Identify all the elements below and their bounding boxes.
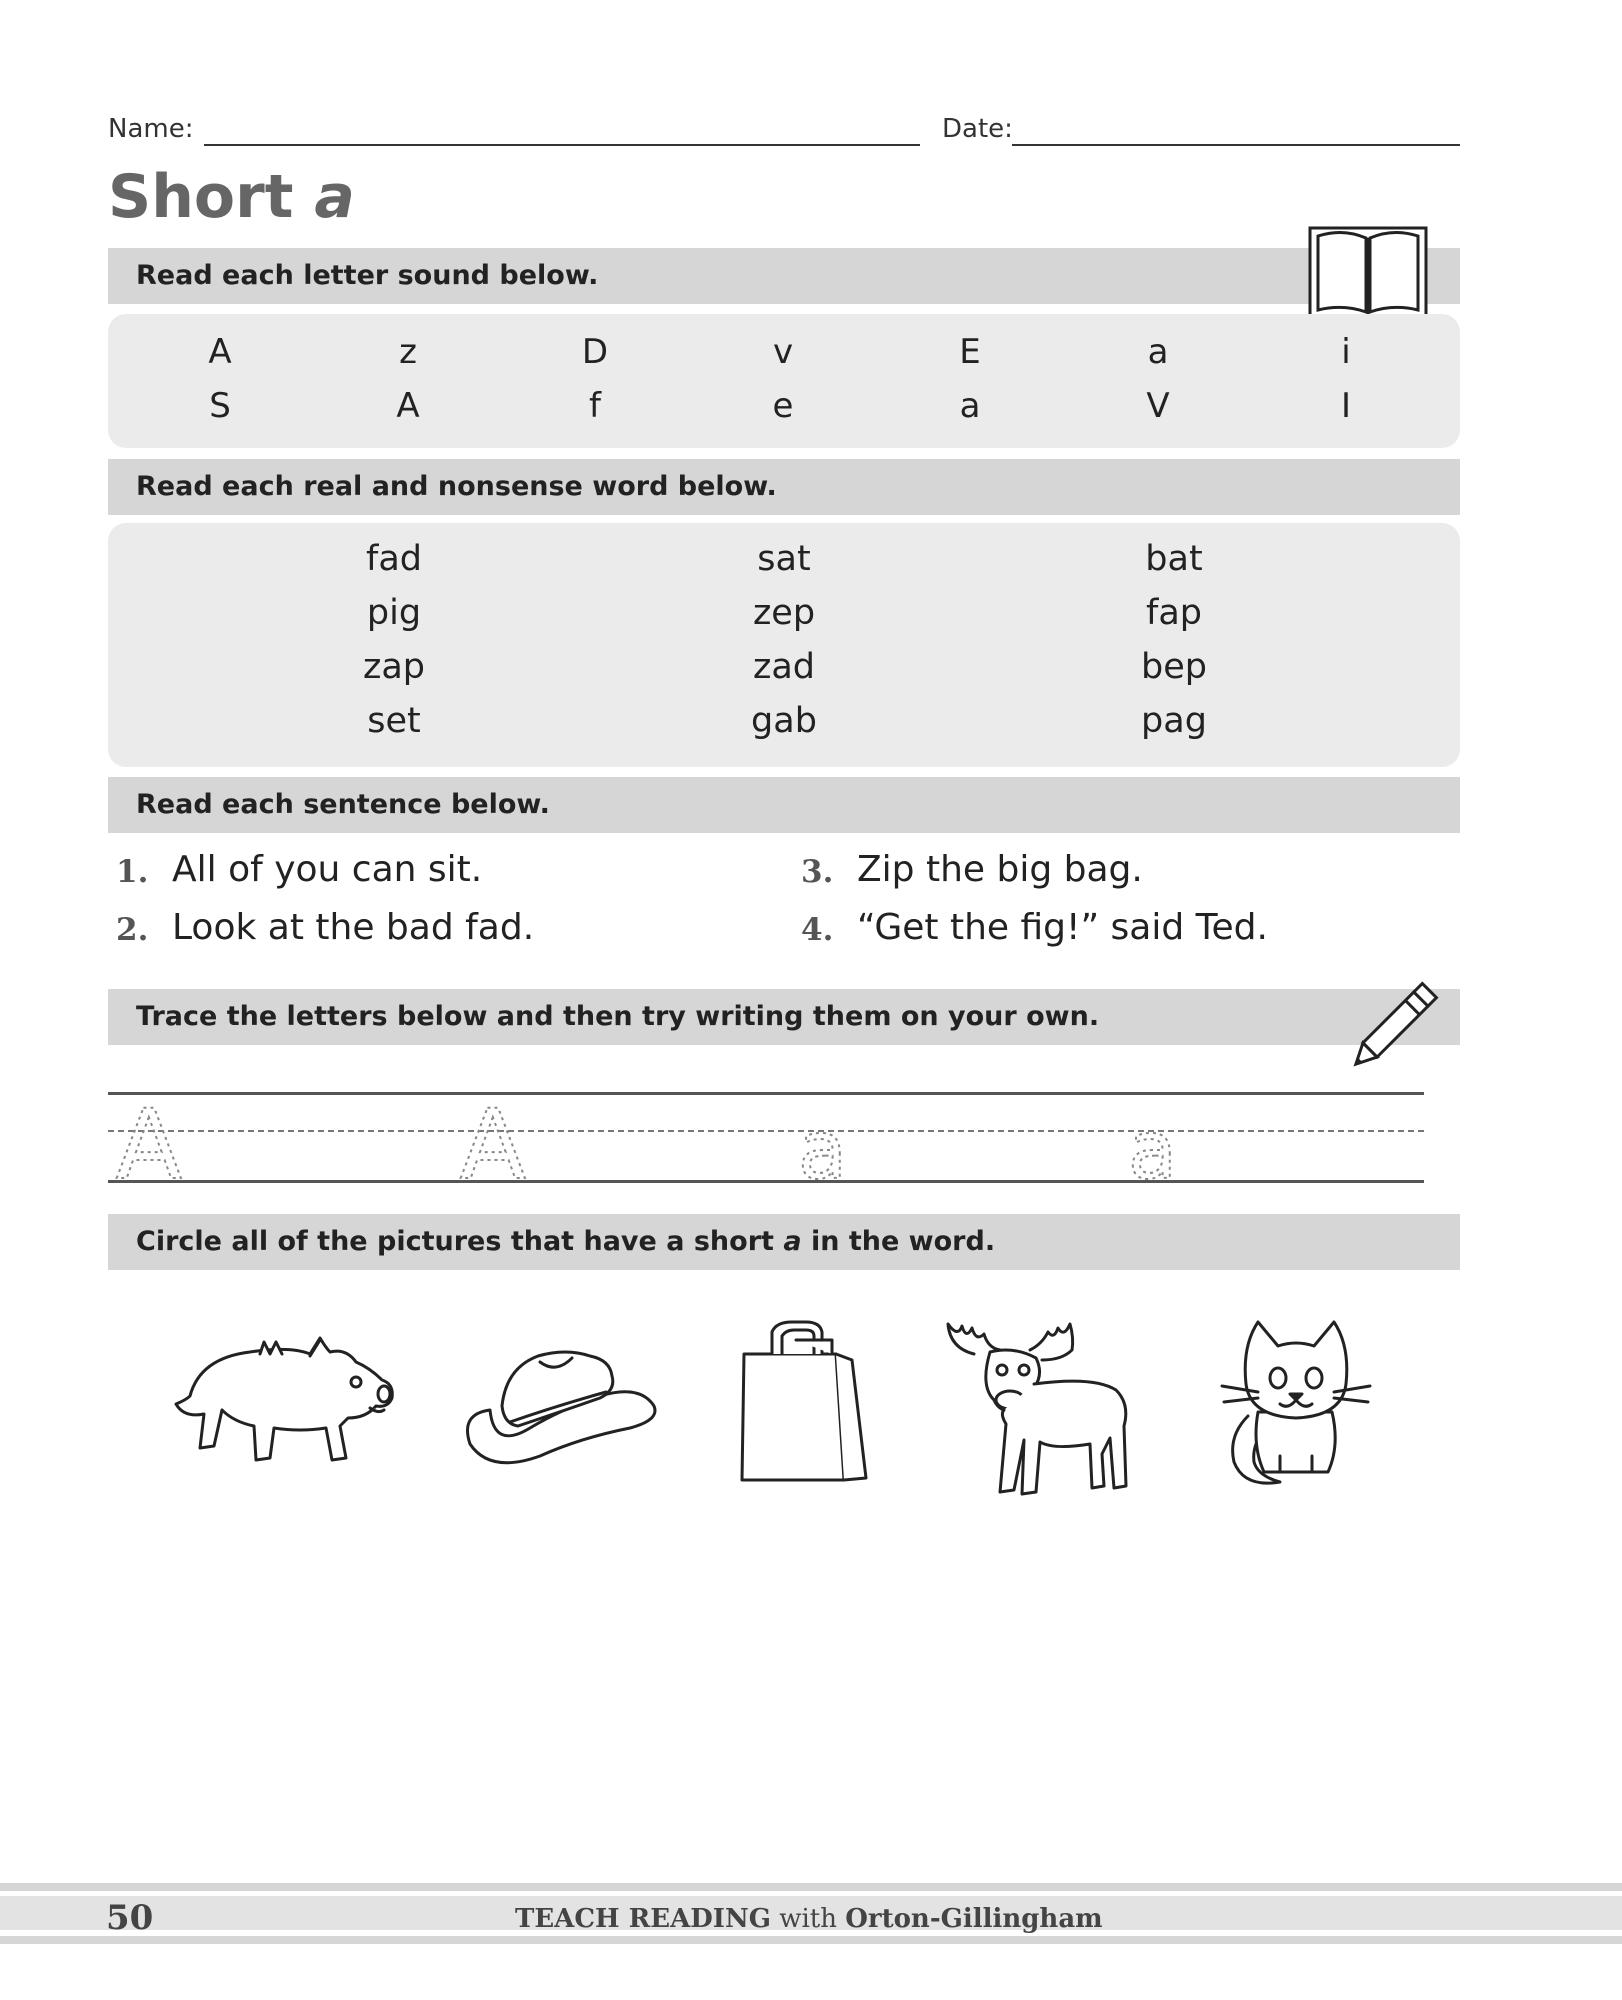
name-field-line[interactable] bbox=[204, 144, 920, 146]
sentence-number: 1. bbox=[116, 854, 149, 890]
word: pag bbox=[1141, 701, 1207, 741]
letter: D bbox=[581, 332, 609, 372]
boar-icon[interactable] bbox=[170, 1318, 402, 1470]
trace-heading-bar bbox=[108, 989, 1460, 1045]
word: zap bbox=[362, 647, 426, 687]
word: gab bbox=[751, 701, 817, 741]
page-title bbox=[108, 162, 355, 232]
letter: f bbox=[589, 386, 601, 426]
letter: V bbox=[1146, 386, 1170, 426]
trace-letter: a bbox=[1128, 1104, 1178, 1186]
open-book-icon bbox=[1308, 224, 1428, 324]
word: zep bbox=[752, 593, 816, 633]
pictures-heading-bar bbox=[108, 1214, 1460, 1270]
word: pig bbox=[366, 593, 422, 633]
word: bat bbox=[1145, 539, 1203, 579]
letter: E bbox=[959, 332, 981, 372]
page-number: 50 bbox=[106, 1898, 154, 1938]
letters-heading: Read each letter sound below. bbox=[136, 260, 599, 291]
sentence-text: “Get the fig!” said Ted. bbox=[857, 907, 1268, 948]
date-field-line[interactable] bbox=[1012, 144, 1460, 146]
trace-heading: Trace the letters below and then try writing them on your own. bbox=[136, 1001, 1100, 1032]
trace-letter: A bbox=[116, 1090, 182, 1186]
words-heading: Read each real and nonsense word below. bbox=[136, 471, 777, 502]
letter: a bbox=[1147, 332, 1169, 372]
footer-rule-top bbox=[0, 1883, 1622, 1891]
words-panel bbox=[108, 523, 1460, 767]
letters-heading-bar bbox=[108, 248, 1460, 304]
cowboy-hat-icon[interactable] bbox=[460, 1340, 660, 1470]
sentence-number: 4. bbox=[801, 912, 834, 948]
date-label: Date: bbox=[942, 114, 1013, 144]
title-text: Short bbox=[108, 162, 315, 232]
word: zad bbox=[752, 647, 816, 687]
cat-icon[interactable] bbox=[1218, 1316, 1374, 1492]
sentence-text: All of you can sit. bbox=[172, 849, 483, 890]
letter: i bbox=[1341, 332, 1351, 372]
footer-rule-bottom bbox=[0, 1936, 1622, 1944]
pencil-icon bbox=[1344, 966, 1454, 1076]
word: sat bbox=[757, 539, 811, 579]
paper-bag-icon[interactable] bbox=[736, 1318, 872, 1486]
word: fad bbox=[366, 539, 422, 579]
sentences-heading: Read each sentence below. bbox=[136, 789, 550, 820]
word: fap bbox=[1146, 593, 1202, 633]
sentence-number: 3. bbox=[801, 854, 834, 890]
sentence-text: Zip the big bag. bbox=[857, 849, 1143, 890]
letter: z bbox=[399, 332, 417, 372]
moose-icon[interactable] bbox=[944, 1314, 1134, 1500]
letter: A bbox=[208, 332, 232, 372]
name-label: Name: bbox=[108, 114, 194, 144]
letter: I bbox=[1340, 386, 1352, 426]
trace-letter: a bbox=[798, 1104, 848, 1186]
title-italic-letter: a bbox=[314, 162, 355, 232]
trace-letter: A bbox=[460, 1090, 526, 1186]
word: set bbox=[367, 701, 421, 741]
trace-letters[interactable] bbox=[108, 1090, 1424, 1186]
letter: A bbox=[396, 386, 420, 426]
words-heading-bar bbox=[108, 459, 1460, 515]
word: bep bbox=[1141, 647, 1207, 687]
letters-panel bbox=[108, 314, 1460, 448]
sentence-number: 2. bbox=[116, 912, 149, 948]
letter: e bbox=[772, 386, 794, 426]
letter: v bbox=[772, 332, 794, 372]
letter: a bbox=[959, 386, 981, 426]
book-title: TEACH READING with Orton-Gillingham bbox=[515, 1904, 1103, 1934]
sentence-text: Look at the bad fad. bbox=[172, 907, 535, 948]
pictures-heading: Circle all of the pictures that have a short a in the word. bbox=[136, 1226, 996, 1257]
letter: S bbox=[209, 386, 231, 426]
sentences-heading-bar bbox=[108, 777, 1460, 833]
